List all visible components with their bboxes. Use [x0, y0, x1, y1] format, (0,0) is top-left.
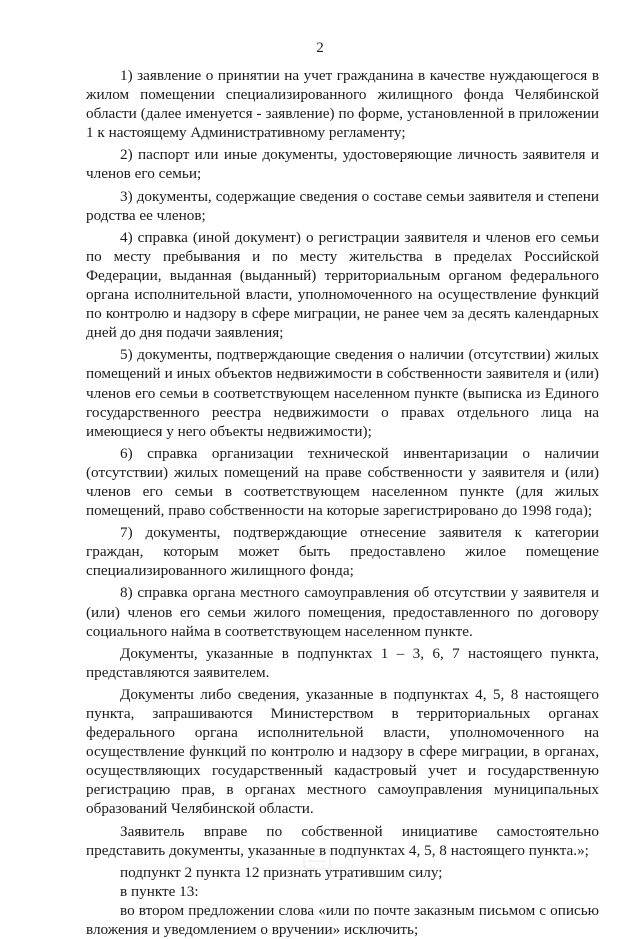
paragraph-amendment-12: подпункт 2 пункта 12 признать утратившим силу; — [120, 863, 443, 881]
paragraph-documents-by-applicant: Документы, указанные в подпунктах 1 – 3, 6, 7 настоящего пункта, представляются заявителем. — [86, 644, 599, 681]
page-number: 2 — [316, 40, 324, 56]
paragraph-item-8: 8) справка органа местного самоуправления об отсутствии у заявителя и (или) членов его семьи жилого помещения, предоставленного по договору социального найма в соответствующем населенном пункте. — [86, 584, 599, 640]
paragraph-documents-requested: Документы либо сведения, указанные в подпунктах 4, 5, 8 настоящего пункта, запрашиваются Министерством в территориальных органах федерального органа исполнительной власти, уполномоченного на осуществление функций по контролю и надзору в сфере миграции, в органах, осуществляющих государственный кадастровый учет и государственную регистрацию прав, в органах местного самоуправления муниципальных образований Челябинской области. — [86, 685, 599, 818]
paragraph-item-6: 6) справка организации технической инвентаризации о наличии (отсутствии) жилых помещений на праве собственности у заявителя и (или) членов его семьи в соответствующем населенном пункте (для жилых помещений, право собственности на которые зарегистрировано до 1998 года); — [86, 444, 599, 520]
paragraph-item-3: 3) документы, содержащие сведения о составе семьи заявителя и степени родства ее членов; — [86, 187, 599, 224]
paragraph-item-7: 7) документы, подтверждающие отнесение заявителя к категории граждан, которым может быть предоставлено жилое помещение специализированного жилищного фонда; — [86, 524, 599, 580]
document-body — [86, 66, 599, 939]
paragraph-amendment-13-text: во втором предложении слова «или по почте заказным письмом с описью вложения и уведомлением о вручении» исключить; — [86, 901, 599, 939]
paragraph-item-4: 4) справка (иной документ) о регистрации заявителя и членов его семьи по месту пребывания и по месту жительства в пределах Российской Федерации, выданная (выданный) территориальным органом федерального органа исполнительной власти, уполномоченного на осуществление функций по контролю и надзору в сфере миграции, не ранее чем за десять календарных дней до дня подачи заявления; — [86, 228, 599, 342]
faint-stamp-mark — [258, 848, 378, 872]
paragraph-applicant-right: Заявитель вправе по собственной инициативе самостоятельно представить документы, указанные в подпунктах 4, 5, 8 настоящего пункта.»; — [86, 822, 599, 859]
paragraph-item-1: 1) заявление о принятии на учет гражданина в качестве нуждающегося в жилом помещении специализированного жилищного фонда Челябинской области (далее именуется - заявление) по форме, установленной в приложении 1 к настоящему Административному регламенту; — [86, 67, 599, 142]
paragraph-item-5: 5) документы, подтверждающие сведения о наличии (отсутствии) жилых помещений и иных объектов недвижимости в собственности заявителя и (или) членов его семьи в соответствующем населенном пункте (выписка из Единого государственного реестра недвижимости о правах отдельного лица на имеющиеся у него объекты недвижимости); — [86, 346, 599, 440]
paragraph-amendment-13: в пункте 13: — [120, 882, 199, 900]
paragraph-item-2: 2) паспорт или иные документы, удостоверяющие личность заявителя и членов его семьи; — [86, 146, 599, 183]
